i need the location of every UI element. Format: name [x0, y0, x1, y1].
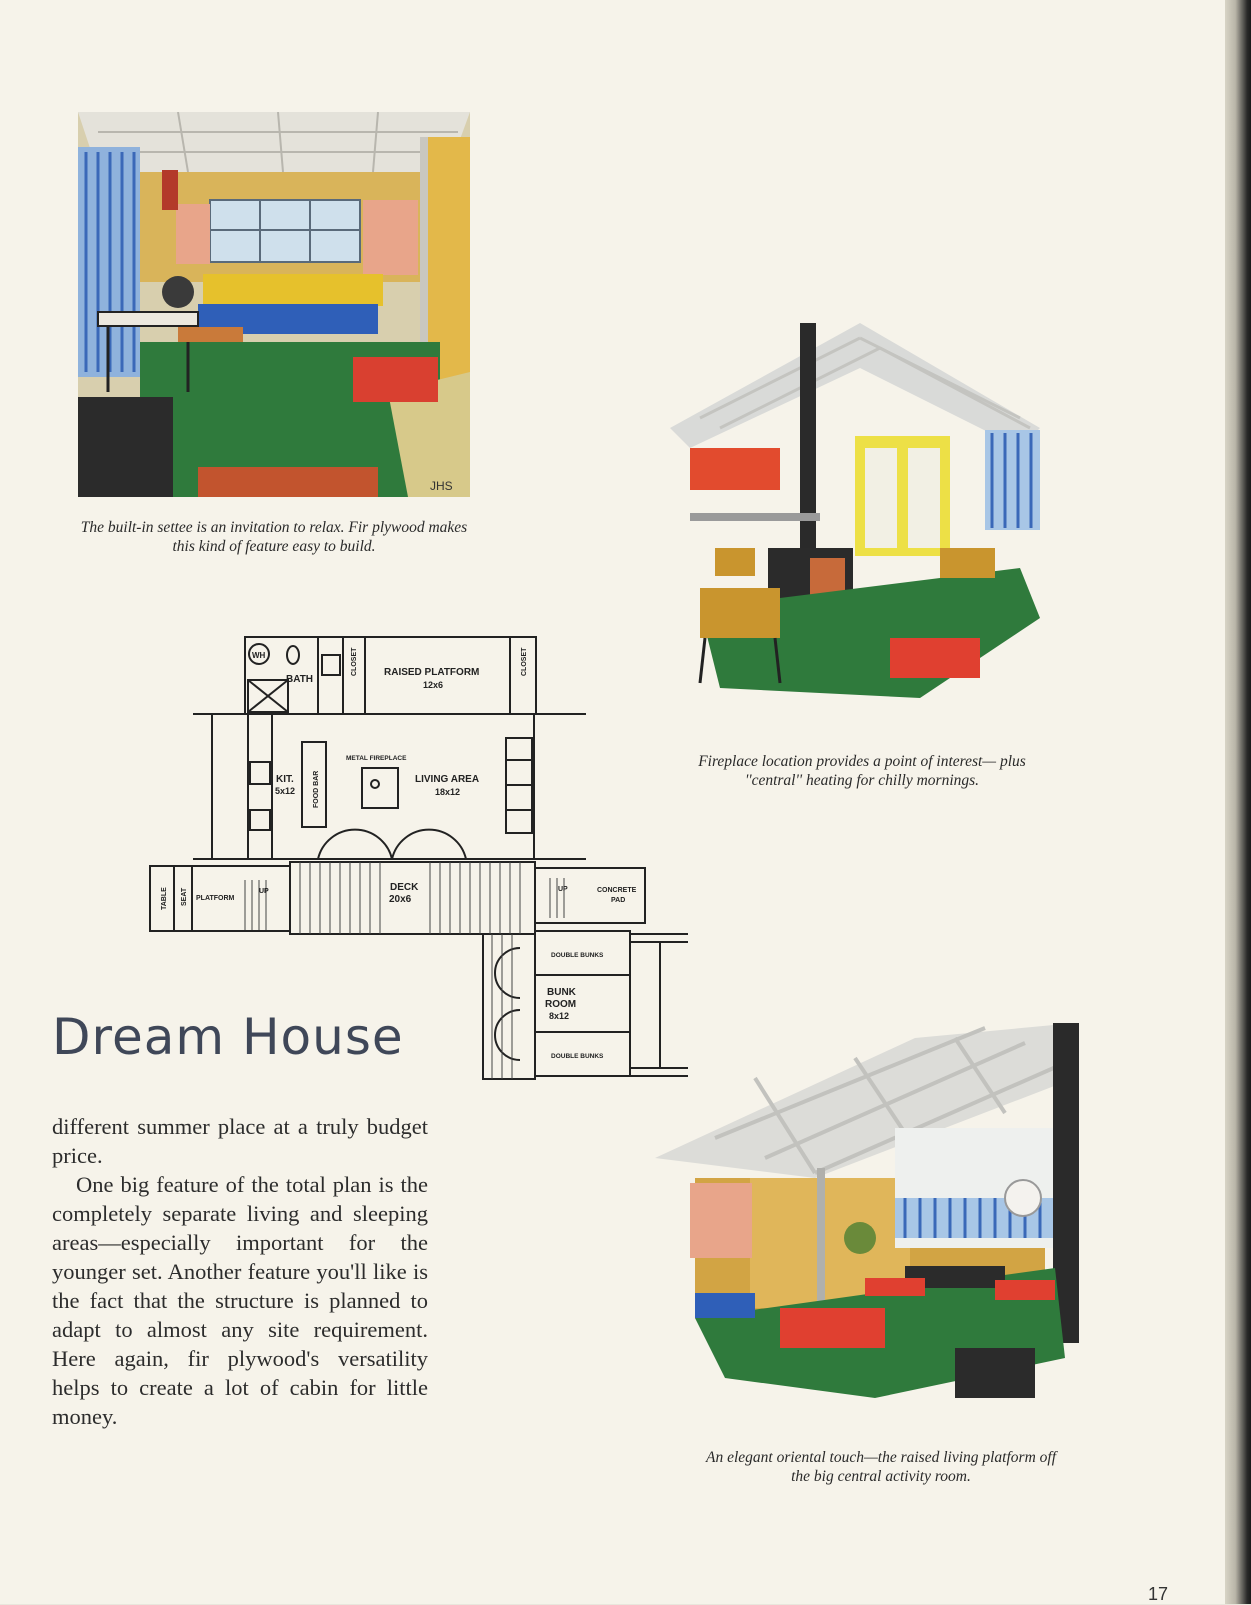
plan-label-metal-fireplace: METAL FIREPLACE: [346, 755, 407, 762]
settee-illustration: [78, 112, 470, 497]
plan-label-wh: WH: [252, 651, 266, 660]
plan-label-food-bar: FOOD BAR: [313, 770, 320, 808]
plan-label-up-left: UP: [259, 888, 269, 895]
floor-plan: [145, 630, 690, 1085]
plan-label-raised-platform: RAISED PLATFORM: [384, 667, 480, 678]
plan-label-concrete: CONCRETE: [597, 887, 637, 894]
plan-label-bunk: BUNK: [547, 987, 576, 998]
plan-label-living-area: LIVING AREA: [415, 774, 480, 785]
artist-signature: JHS: [430, 479, 453, 493]
plan-label-room: ROOM: [545, 999, 577, 1010]
plan-label-closet-right: CLOSET: [521, 647, 528, 676]
page-number: 17: [1148, 1584, 1169, 1604]
plan-label-double-bunks-top: DOUBLE BUNKS: [551, 952, 604, 959]
plan-label-seat: SEAT: [181, 887, 188, 906]
fireplace-caption: Fireplace location provides a point of interest— plus ''central'' heating for chilly mornings.: [698, 753, 1026, 789]
plan-label-kit: KIT.: [276, 774, 294, 785]
body-paragraph-1: different summer place at a truly budget price.: [52, 1114, 428, 1168]
oriental-platform-drawing: [655, 1018, 1085, 1403]
page-title: Dream House: [52, 1008, 404, 1066]
plan-label-kit-dim: 5x12: [275, 786, 296, 796]
plan-label-deck: DECK: [390, 882, 419, 893]
body-paragraph-2: One big feature of the total plan is the completely separate living and sleeping areas—especially important for the younger set. Another feature you'll like is the fact that the structure is planned to adapt to almost any site requirement. Here again, fir plywood's versatility helps to create a lot of cabin for little money.: [52, 1172, 428, 1429]
plan-label-bunk-room-dim: 8x12: [549, 1011, 570, 1021]
settee-caption: The built-in settee is an invitation to relax. Fir plywood makes this kind of feature easy to build.: [80, 519, 468, 555]
body-copy: [52, 1112, 428, 1431]
page-binding-edge: [1225, 0, 1251, 1604]
fireplace-illustration: [660, 318, 1055, 708]
plan-label-deck-dim: 20x6: [389, 894, 412, 905]
plan-label-pad: PAD: [611, 897, 626, 904]
oriental-platform-illustration: [655, 1018, 1085, 1403]
plan-label-up-right: UP: [558, 886, 568, 893]
oriental-platform-caption: An elegant oriental touch—the raised living platform off the big central activity room.: [706, 1449, 1057, 1485]
plan-label-raised-platform-dim: 12x6: [423, 680, 444, 690]
plan-label-closet-left: CLOSET: [351, 647, 358, 676]
fireplace-drawing: [660, 318, 1055, 708]
plan-label-table: TABLE: [161, 887, 168, 910]
settee-drawing: [78, 112, 470, 497]
plan-label-double-bunks-bottom: DOUBLE BUNKS: [551, 1053, 604, 1060]
plan-label-living-area-dim: 18x12: [435, 787, 461, 797]
plan-label-bath: BATH: [286, 674, 314, 685]
plan-label-platform: PLATFORM: [196, 895, 235, 902]
